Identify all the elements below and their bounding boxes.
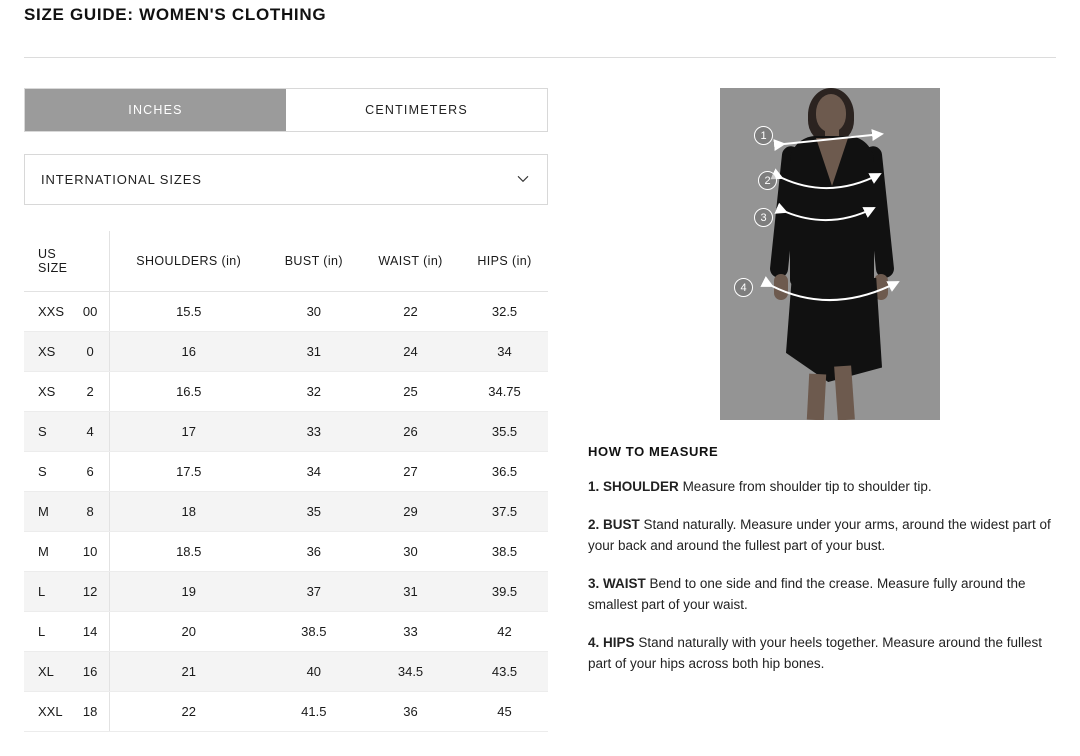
cell-us-size: S: [24, 452, 71, 492]
col-shoulders: SHOULDERS (in): [109, 231, 267, 292]
cell-hips: 34.75: [461, 372, 548, 412]
cell-bust: 32: [268, 372, 360, 412]
cell-numeric-size: 16: [71, 652, 109, 692]
how-to-measure-title: HOW TO MEASURE: [588, 444, 719, 459]
table-row: [24, 492, 548, 532]
cell-hips: 38.5: [461, 532, 548, 572]
table-row: [24, 452, 548, 492]
cell-shoulders: 16.5: [109, 372, 267, 412]
cell-bust: 35: [268, 492, 360, 532]
cell-waist: 29: [360, 492, 461, 532]
cell-bust: 36: [268, 532, 360, 572]
cell-bust: 34: [268, 452, 360, 492]
cell-us-size: XXL: [24, 692, 71, 732]
step-number: 3.: [588, 576, 600, 591]
size-chart-panel: [24, 88, 548, 732]
col-waist: WAIST (in): [360, 231, 461, 292]
cell-waist: 24: [360, 332, 461, 372]
cell-hips: 37.5: [461, 492, 548, 532]
cell-waist: 31: [360, 572, 461, 612]
step-text: Stand naturally with your heels together. Measure around the fullest part of your hips across both hip bones.: [588, 635, 1043, 671]
cell-us-size: XL: [24, 652, 71, 692]
cell-numeric-size: 2: [71, 372, 109, 412]
col-numeric-size: [71, 231, 109, 292]
col-hips: HIPS (in): [461, 231, 548, 292]
cell-bust: 30: [268, 292, 360, 332]
cell-hips: 34: [461, 332, 548, 372]
cell-hips: 32.5: [461, 292, 548, 332]
step-term: SHOULDER: [603, 479, 679, 494]
cell-bust: 38.5: [268, 612, 360, 652]
cell-us-size: XXS: [24, 292, 71, 332]
bust-marker: 2: [758, 171, 777, 190]
cell-numeric-size: 18: [71, 692, 109, 732]
cell-numeric-size: 6: [71, 452, 109, 492]
step-number: 4.: [588, 635, 600, 650]
tab-centimeters[interactable]: CENTIMETERS: [286, 89, 547, 131]
cell-shoulders: 15.5: [109, 292, 267, 332]
cell-waist: 26: [360, 412, 461, 452]
step-number: 1.: [588, 479, 600, 494]
cell-hips: 39.5: [461, 572, 548, 612]
cell-numeric-size: 14: [71, 612, 109, 652]
cell-bust: 33: [268, 412, 360, 452]
waist-marker: 3: [754, 208, 773, 227]
cell-numeric-size: 4: [71, 412, 109, 452]
cell-waist: 33: [360, 612, 461, 652]
how-to-measure-panel: [588, 88, 1058, 674]
cell-numeric-size: 00: [71, 292, 109, 332]
table-row: [24, 572, 548, 612]
cell-us-size: L: [24, 612, 71, 652]
size-table-body: [24, 292, 548, 732]
cell-waist: 25: [360, 372, 461, 412]
cell-shoulders: 17.5: [109, 452, 267, 492]
measurement-arrows: [720, 88, 940, 420]
col-us-size: US SIZE: [24, 231, 71, 292]
table-row: [24, 332, 548, 372]
cell-shoulders: 21: [109, 652, 267, 692]
cell-shoulders: 17: [109, 412, 267, 452]
cell-bust: 31: [268, 332, 360, 372]
cell-us-size: S: [24, 412, 71, 452]
cell-shoulders: 20: [109, 612, 267, 652]
cell-waist: 34.5: [360, 652, 461, 692]
cell-numeric-size: 8: [71, 492, 109, 532]
cell-bust: 40: [268, 652, 360, 692]
step-term: WAIST: [603, 576, 646, 591]
table-row: [24, 372, 548, 412]
cell-hips: 42: [461, 612, 548, 652]
cell-bust: 41.5: [268, 692, 360, 732]
cell-hips: 35.5: [461, 412, 548, 452]
size-table: [24, 231, 548, 732]
page-title: SIZE GUIDE: WOMEN'S CLOTHING: [24, 5, 327, 24]
cell-shoulders: 16: [109, 332, 267, 372]
cell-shoulders: 18: [109, 492, 267, 532]
measure-step-hips: [588, 632, 1058, 674]
region-select[interactable]: [24, 154, 548, 205]
step-text: Measure from shoulder tip to shoulder tip.: [682, 479, 932, 494]
cell-us-size: XS: [24, 332, 71, 372]
table-row: [24, 292, 548, 332]
cell-waist: 27: [360, 452, 461, 492]
cell-shoulders: 19: [109, 572, 267, 612]
cell-hips: 36.5: [461, 452, 548, 492]
table-row: [24, 412, 548, 452]
shoulder-marker: 1: [754, 126, 773, 145]
cell-waist: 30: [360, 532, 461, 572]
table-row: [24, 652, 548, 692]
table-header-row: [24, 231, 548, 292]
cell-waist: 36: [360, 692, 461, 732]
cell-hips: 45: [461, 692, 548, 732]
step-number: 2.: [588, 517, 600, 532]
region-select-value: INTERNATIONAL SIZES: [41, 172, 202, 187]
measure-step-shoulder: [588, 476, 1058, 497]
measurement-figure-image: [720, 88, 940, 420]
chevron-down-icon: [517, 172, 529, 184]
step-text: Bend to one side and find the crease. Measure fully around the smallest part of your waist.: [588, 576, 1026, 612]
cell-us-size: XS: [24, 372, 71, 412]
table-row: [24, 692, 548, 732]
hips-marker: 4: [734, 278, 753, 297]
measure-step-waist: [588, 573, 1058, 615]
step-term: BUST: [603, 517, 640, 532]
cell-hips: 43.5: [461, 652, 548, 692]
cell-numeric-size: 10: [71, 532, 109, 572]
col-bust: BUST (in): [268, 231, 360, 292]
cell-waist: 22: [360, 292, 461, 332]
cell-us-size: L: [24, 572, 71, 612]
cell-shoulders: 18.5: [109, 532, 267, 572]
cell-numeric-size: 12: [71, 572, 109, 612]
step-text: Stand naturally. Measure under your arms, around the widest part of your back and around the fullest part of your bust.: [588, 517, 1051, 553]
cell-shoulders: 22: [109, 692, 267, 732]
step-term: HIPS: [603, 635, 635, 650]
cell-us-size: M: [24, 492, 71, 532]
table-row: [24, 612, 548, 652]
table-row: [24, 532, 548, 572]
cell-numeric-size: 0: [71, 332, 109, 372]
measure-step-bust: [588, 514, 1058, 556]
unit-toggle: [24, 88, 548, 132]
cell-bust: 37: [268, 572, 360, 612]
size-table-head: [24, 231, 548, 292]
tab-inches[interactable]: INCHES: [25, 89, 286, 131]
header-divider: [24, 57, 1056, 58]
cell-us-size: M: [24, 532, 71, 572]
